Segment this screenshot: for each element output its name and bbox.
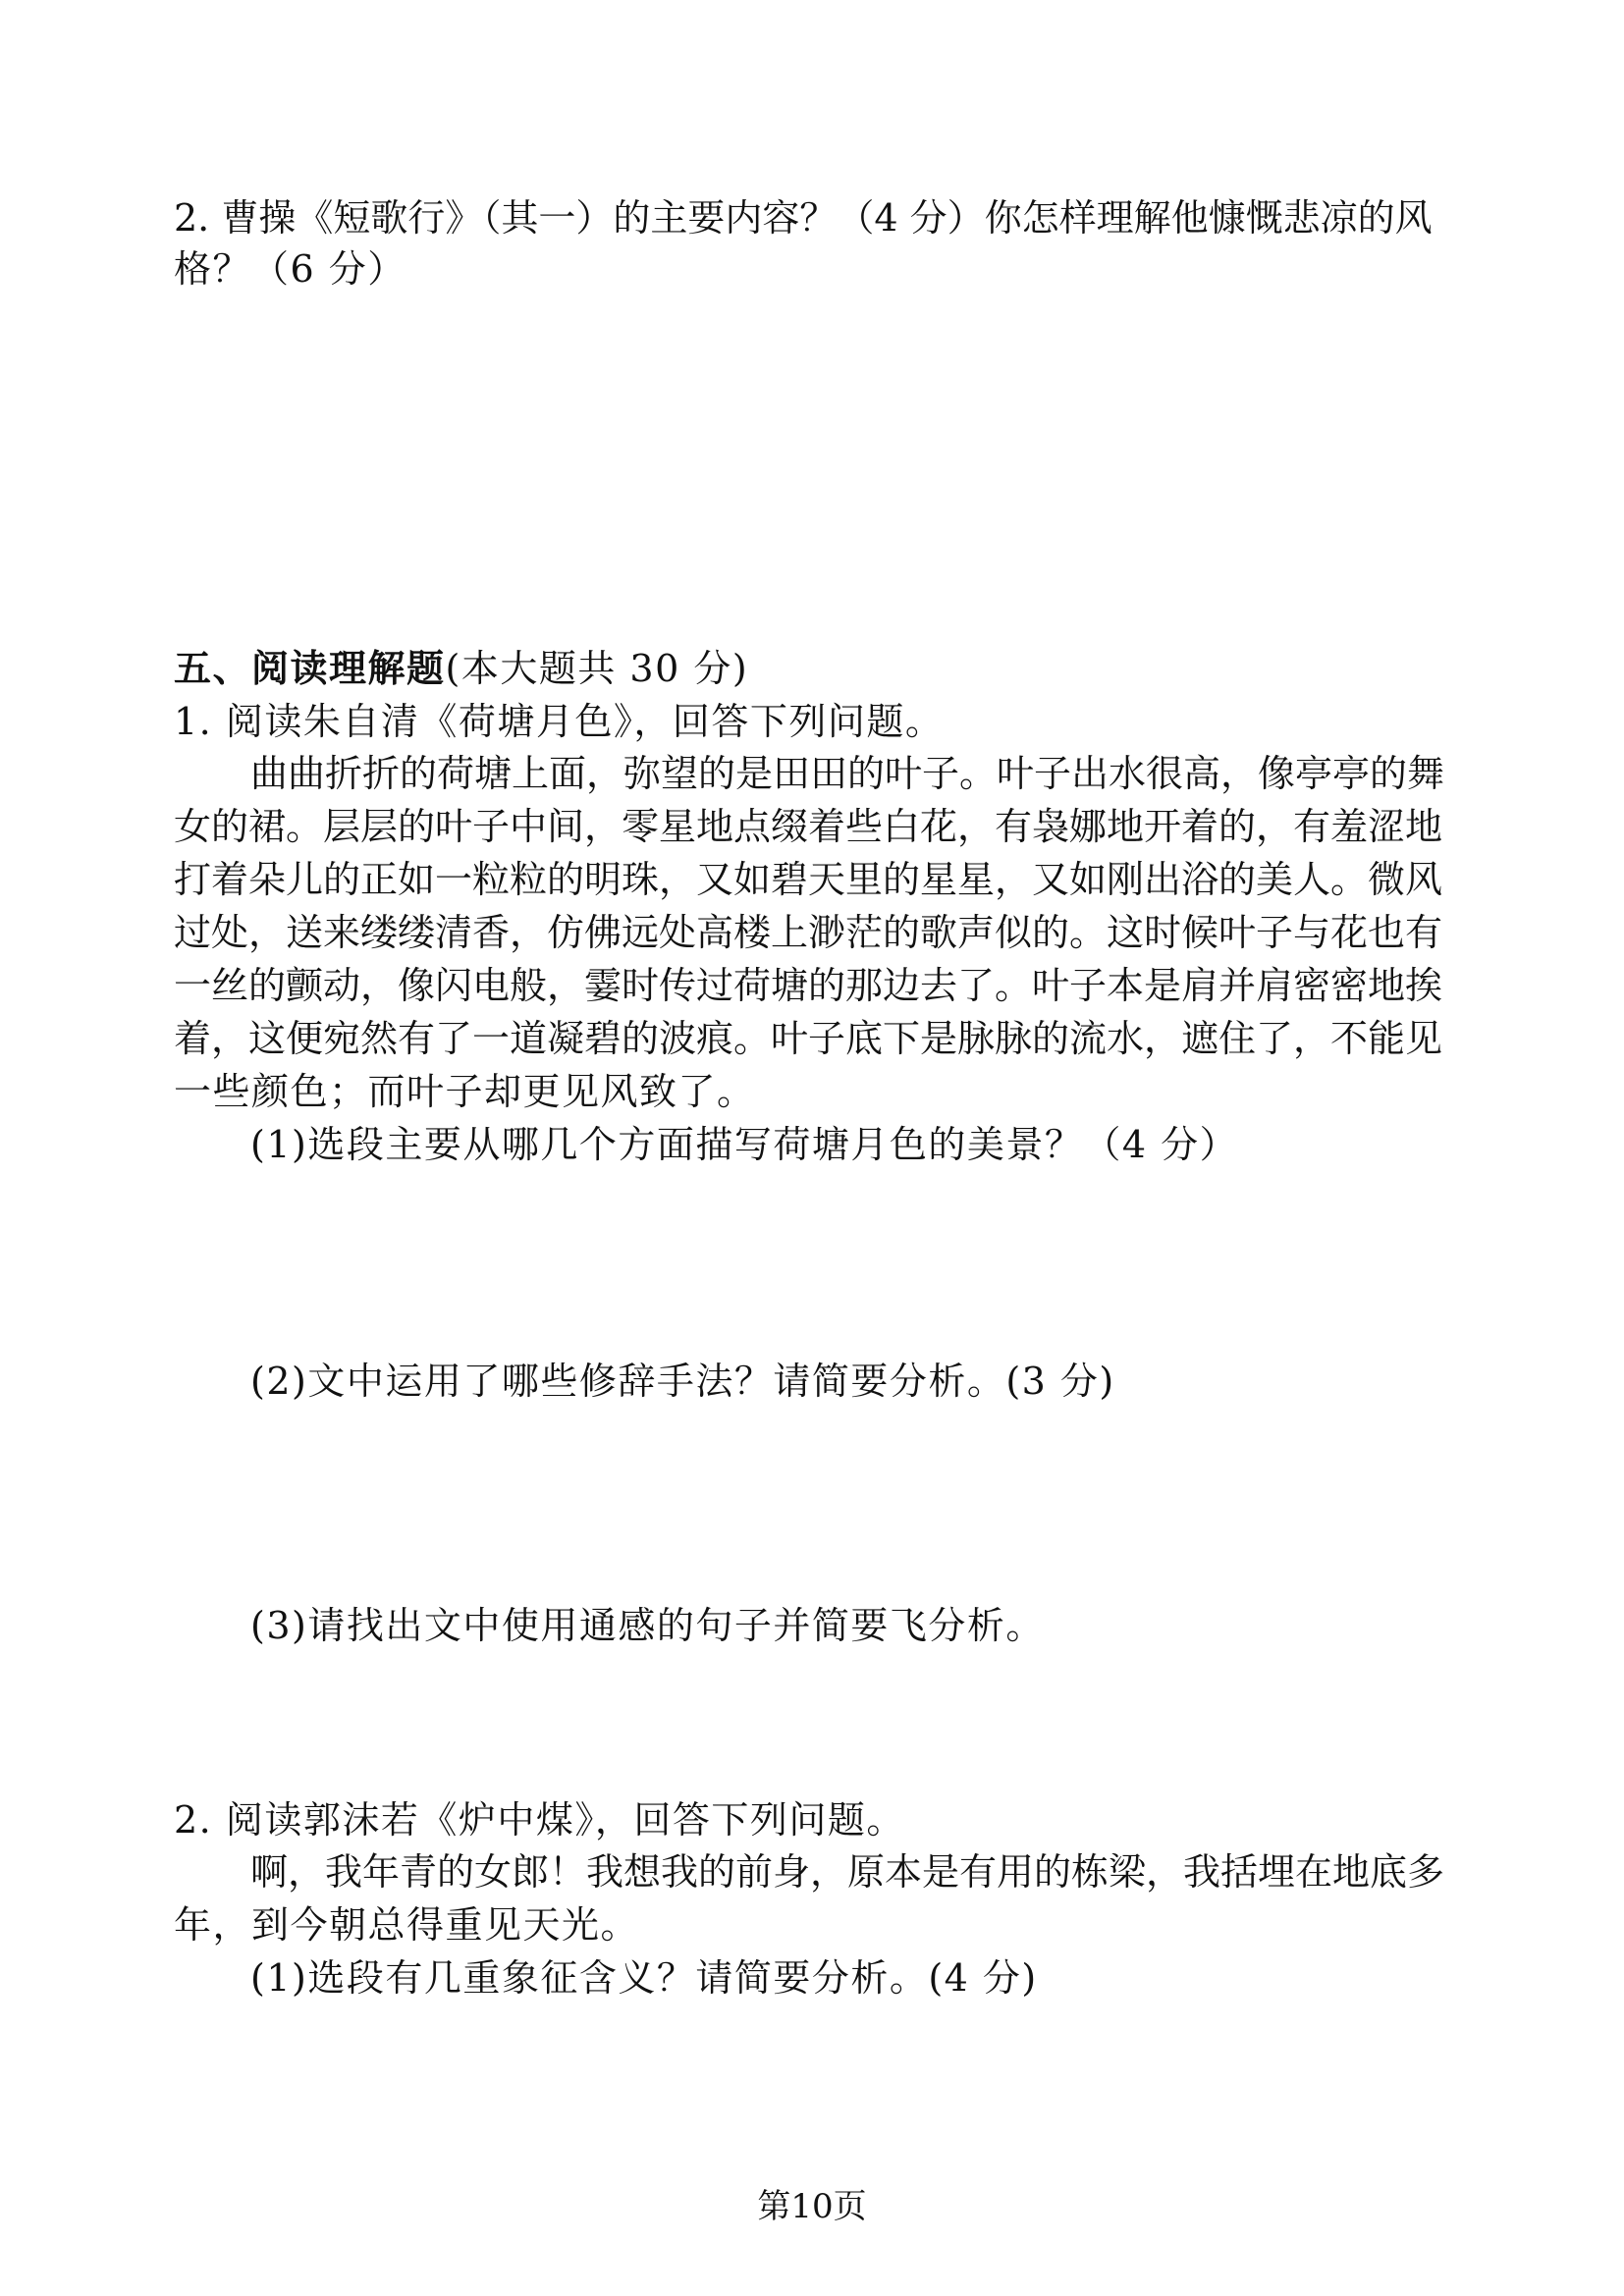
reading1-passage-line: 打着朵儿的正如一粒粒的明珠，又如碧天里的星星，又如刚出浴的美人。微风 <box>174 858 1443 901</box>
section-title <box>174 644 1450 693</box>
section-title-note: (本大题共 30 分) <box>445 647 749 690</box>
reading1-question-2: (2)文中运用了哪些修辞手法？请简要分析。(3 分) <box>250 1360 1115 1403</box>
reading1-question-1: (1)选段主要从哪几个方面描写荷塘月色的美景？（4 分） <box>250 1123 1239 1166</box>
reading1-passage-line: 女的裙。层层的叶子中间，零星地点缀着些白花，有袅娜地开着的，有羞涩地 <box>174 805 1443 848</box>
reading2-question-1: (1)选段有几重象征含义？请简要分析。(4 分) <box>250 1956 1038 2000</box>
reading1-prompt: 1. 阅读朱自清《荷塘月色》，回答下列问题。 <box>174 700 945 743</box>
reading1-passage-line: 曲曲折折的荷塘上面，弥望的是田田的叶子。叶子出水很高，像亭亭的舞 <box>250 752 1445 795</box>
reading1-passage-line: 一些颜色；而叶子却更见风致了。 <box>174 1070 756 1113</box>
q2-text-line-1: 2. 曹操《短歌行》（其一）的主要内容？（4 分）你怎样理解他慷慨悲凉的风 <box>174 196 1433 240</box>
reading2-prompt: 2. 阅读郭沫若《炉中煤》，回答下列问题。 <box>174 1798 905 1842</box>
page-number: 第10页 <box>757 2187 867 2226</box>
section-title-main: 五、阅读理解题 <box>174 646 446 690</box>
reading1-passage-line: 过处，送来缕缕清香，仿佛远处高楼上渺茫的歌声似的。这时候叶子与花也有 <box>174 911 1443 954</box>
reading2-passage-line: 啊，我年青的女郎！我想我的前身，原本是有用的栋梁，我括埋在地底多 <box>250 1850 1445 1894</box>
reading1-question-3: (3)请找出文中使用通感的句子并简要飞分析。 <box>250 1604 1045 1647</box>
reading1-passage-line: 着，这便宛然有了一道凝碧的波痕。叶子底下是脉脉的流水，遮住了，不能见 <box>174 1017 1443 1060</box>
reading2-passage-line: 年，到今朝总得重见天光。 <box>174 1903 640 1947</box>
reading1-passage-line: 一丝的颤动，像闪电般，霎时传过荷塘的那边去了。叶子本是肩并肩密密地挨 <box>174 964 1443 1007</box>
q2-text-line-2: 格？（6 分） <box>174 247 406 291</box>
